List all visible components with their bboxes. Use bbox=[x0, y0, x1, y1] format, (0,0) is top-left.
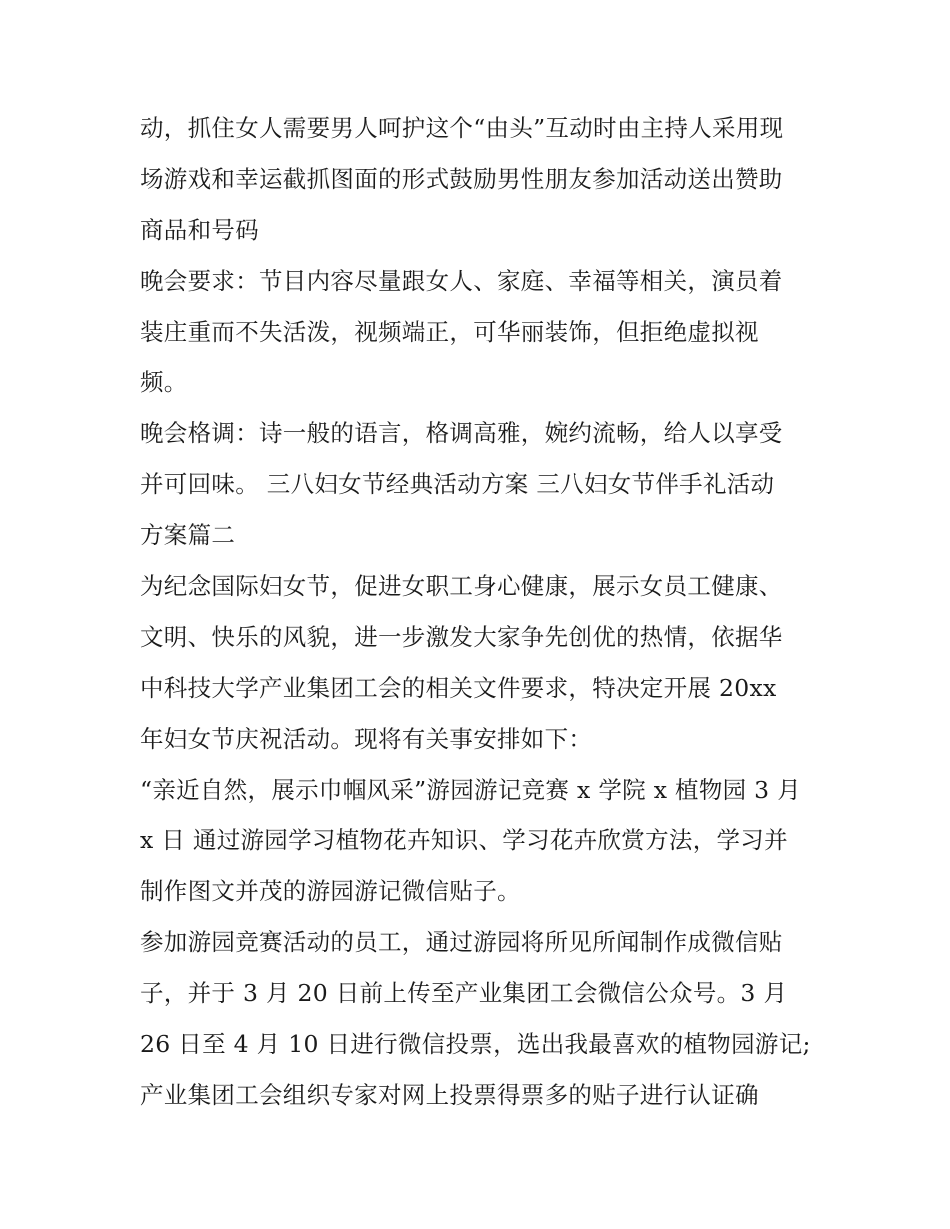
text-line: 中科技大学产业集团工会的相关文件要求，特决定开展 20xx bbox=[140, 673, 777, 702]
text-line: 晚会要求：节目内容尽量跟女人、家庭、幸福等相关，演员着 bbox=[140, 266, 783, 295]
text-line: 装庄重而不失活泼，视频端正，可华丽装饰，但拒绝虚拟视 bbox=[140, 317, 759, 346]
text-line: “亲近自然，展示巾帼风采”游园游记竞赛 x 学院 x 植物园 3 月 bbox=[140, 775, 802, 804]
text-line: 晚会格调：诗一般的语言，格调高雅，婉约流畅，给人以享受 bbox=[140, 419, 783, 448]
text-line: 并可回味。 三八妇女节经典活动方案 三八妇女节伴手礼活动 bbox=[140, 470, 775, 499]
text-line: 场游戏和幸运截抓图面的形式鼓励男性朋友参加活动送出赞助 bbox=[140, 164, 783, 193]
text-line: x 日 通过游园学习植物花卉知识、学习花卉欣赏方法，学习并 bbox=[140, 826, 788, 855]
text-line: 商品和号码 bbox=[140, 215, 259, 244]
text-line: 动，抓住女人需要男人呵护这个“由头”互动时由主持人采用现 bbox=[140, 114, 784, 142]
text-line: 产业集团工会组织专家对网上投票得票多的贴子进行认证确 bbox=[140, 1080, 759, 1109]
text-line: 参加游园竞赛活动的员工，通过游园将所见所闻制作成微信贴 bbox=[140, 928, 783, 957]
text-line: 文明、快乐的风貌，进一步激发大家争先创优的热情，依据华 bbox=[140, 622, 783, 651]
text-line: 为纪念国际妇女节，促进女职工身心健康，展示女员工健康、 bbox=[140, 572, 783, 601]
document-body bbox=[140, 103, 820, 1121]
text-line: 方案篇二 bbox=[140, 521, 236, 550]
text-line: 26 日至 4 月 10 日进行微信投票，选出我最喜欢的植物园游记; bbox=[140, 1030, 811, 1059]
text-line: 制作图文并茂的游园游记微信贴子。 bbox=[140, 877, 521, 906]
text-line: 子，并于 3 月 20 日前上传至产业集团工会微信公众号。3 月 bbox=[140, 979, 788, 1008]
text-line: 频。 bbox=[140, 368, 188, 397]
text-line: 年妇女节庆祝活动。现将有关事安排如下： bbox=[140, 724, 593, 753]
